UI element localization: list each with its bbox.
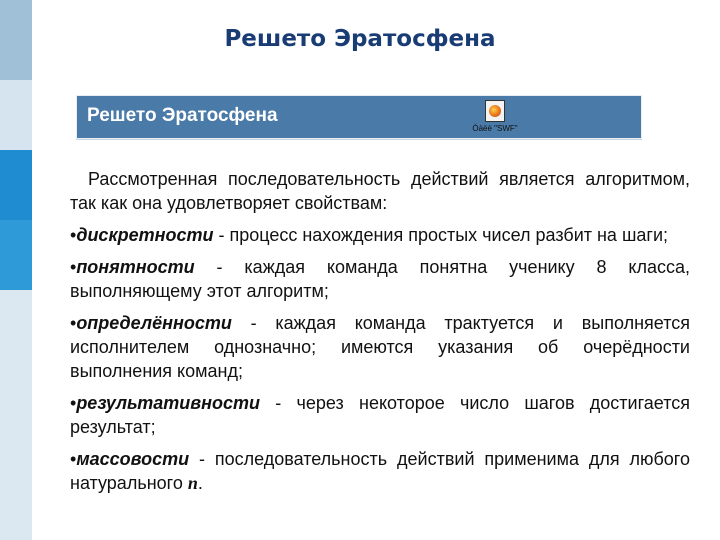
property-description: - каждая команда трактуется и выполняется исполнителем однозначно; имеются указания об очерёдности выполнения команд; xyxy=(70,313,690,381)
list-item xyxy=(70,311,690,383)
decorative-left-stripe xyxy=(0,0,32,540)
property-term: дискретности xyxy=(76,225,214,245)
stripe-block xyxy=(0,220,32,290)
property-description: - процесс нахождения простых чисел разбит на шаги; xyxy=(213,225,669,245)
page-title: Решето Эратосфена xyxy=(224,26,496,52)
stripe-block xyxy=(0,150,32,220)
bullet: • xyxy=(70,225,77,245)
property-term: массовости xyxy=(76,449,190,469)
intro-paragraph: Рассмотренная последовательность действий является алгоритмом, так как она удовлетворяет свойствам: xyxy=(70,169,690,213)
property-term: понятности xyxy=(76,257,195,277)
globe-icon xyxy=(489,105,501,117)
list-item xyxy=(70,391,690,439)
property-term: результативности xyxy=(76,393,261,413)
bullet: • xyxy=(70,313,77,333)
swf-file-icon[interactable] xyxy=(485,100,505,122)
list-item xyxy=(70,447,690,495)
stripe-block xyxy=(0,80,32,150)
bullet: • xyxy=(70,449,77,469)
variable-n: n xyxy=(187,473,198,493)
banner-title: Решето Эратосфена xyxy=(87,105,278,126)
title-banner xyxy=(76,95,642,139)
slide-body xyxy=(70,167,690,503)
list-item xyxy=(70,255,690,303)
list-item xyxy=(70,223,690,247)
bullet: • xyxy=(70,257,77,277)
property-description: - каждая команда понятна ученику 8 класса, выполняющему этот алгоритм; xyxy=(70,257,690,301)
property-term: определённости xyxy=(76,313,232,333)
stripe-block xyxy=(0,290,32,540)
bullet: • xyxy=(70,393,77,413)
sentence-end: . xyxy=(197,473,203,493)
property-description: - через некоторое число шагов достигается результат; xyxy=(70,393,690,437)
property-description: - последовательность действий применима для любого натурального xyxy=(70,449,690,493)
file-label: Óàëè "SWF" xyxy=(472,124,518,133)
